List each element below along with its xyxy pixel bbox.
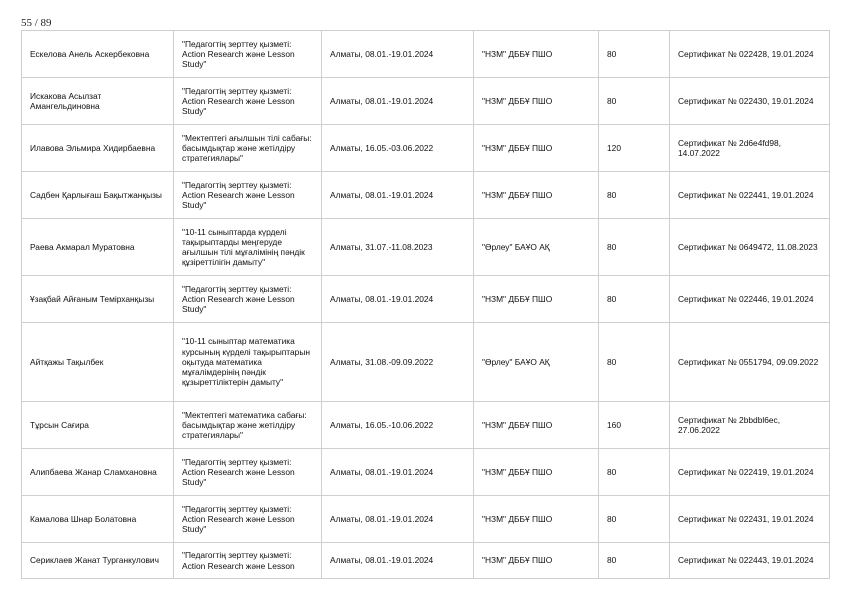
hours: 80: [599, 219, 670, 276]
organization: "НЗМ" ДББҰ ПШО: [474, 449, 599, 496]
teacher-name: Садбен Қарлығаш Бақытжанқызы: [22, 172, 174, 219]
place-dates: Алматы, 08.01.-19.01.2024: [322, 276, 474, 323]
certificate: Сертификат № 0649472, 11.08.2023: [670, 219, 830, 276]
hours: 80: [599, 78, 670, 125]
course-title: "Педагогтің зерттеу қызметі: Action Research және Lesson Study": [174, 78, 322, 125]
organization: "НЗМ" ДББҰ ПШО: [474, 125, 599, 172]
place-dates: Алматы, 08.01.-19.01.2024: [322, 543, 474, 579]
course-title: "Педагогтің зерттеу қызметі: Action Research және Lesson Study": [174, 496, 322, 543]
certificate: Сертификат № 022441, 19.01.2024: [670, 172, 830, 219]
table-row: [22, 496, 830, 543]
teacher-name: Илавова Эльмира Хидирбаевна: [22, 125, 174, 172]
certificate: Сертификат № 022443, 19.01.2024: [670, 543, 830, 579]
teacher-name: Тұрсын Сағира: [22, 402, 174, 449]
teacher-name: Айтқажы Тақылбек: [22, 323, 174, 402]
certificate: Сертификат № 022419, 19.01.2024: [670, 449, 830, 496]
certificate: Сертификат № 2bbdbl6ec, 27.06.2022: [670, 402, 830, 449]
table-row: [22, 543, 830, 579]
place-dates: Алматы, 08.01.-19.01.2024: [322, 449, 474, 496]
course-title: "10-11 сыныптарда күрделі тақырыптарды меңгеруде ағылшын тілі мұғалімінің пәндік құзіреттілігін дамыту": [174, 219, 322, 276]
course-title: "Педагогтің зерттеу қызметі: Action Research және Lesson Study": [174, 172, 322, 219]
hours: 120: [599, 125, 670, 172]
organization: "НЗМ" ДББҰ ПШО: [474, 402, 599, 449]
teacher-name: Ұзақбай Айғаным Темірханқызы: [22, 276, 174, 323]
place-dates: Алматы, 16.05.-03.06.2022: [322, 125, 474, 172]
table-row: [22, 78, 830, 125]
place-dates: Алматы, 08.01.-19.01.2024: [322, 31, 474, 78]
hours: 80: [599, 323, 670, 402]
table-row: [22, 31, 830, 78]
certificate: Сертификат № 022431, 19.01.2024: [670, 496, 830, 543]
certificate: Сертификат № 022428, 19.01.2024: [670, 31, 830, 78]
place-dates: Алматы, 31.08.-09.09.2022: [322, 323, 474, 402]
teacher-name: Искакова Асылзат Амангельдиновна: [22, 78, 174, 125]
table-row: [22, 172, 830, 219]
place-dates: Алматы, 08.01.-19.01.2024: [322, 172, 474, 219]
course-title: "10-11 сыныптар математика курсының күрделі тақырыптарын оқытуда математика мұғалімдерінің пәндік құзыреттіліктерін дамыту": [174, 323, 322, 402]
organization: "НЗМ" ДББҰ ПШО: [474, 276, 599, 323]
course-title: "Мектептегі ағылшын тілі сабағы: басымдықтар және жетілдіру стратегиялары": [174, 125, 322, 172]
organization: "Өрлеу" БАҰО АҚ: [474, 219, 599, 276]
certificate: Сертификат № 022430, 19.01.2024: [670, 78, 830, 125]
certificate: Сертификат № 022446, 19.01.2024: [670, 276, 830, 323]
certificate: Сертификат № 0551794, 09.09.2022: [670, 323, 830, 402]
course-title: "Педагогтің зерттеу қызметі: Action Research және Lesson Study": [174, 449, 322, 496]
place-dates: Алматы, 08.01.-19.01.2024: [322, 78, 474, 125]
place-dates: Алматы, 31.07.-11.08.2023: [322, 219, 474, 276]
table-row: [22, 276, 830, 323]
hours: 80: [599, 172, 670, 219]
teacher-name: Алипбаева Жанар Сламхановна: [22, 449, 174, 496]
course-title: "Педагогтің зерттеу қызметі: Action Research және Lesson Study": [174, 31, 322, 78]
course-title: "Мектептегі математика сабағы: басымдықтар және жетілдіру стратегиялары": [174, 402, 322, 449]
hours: 80: [599, 496, 670, 543]
hours: 80: [599, 31, 670, 78]
teacher-name: Раева Акмарал Муратовна: [22, 219, 174, 276]
teacher-name: Ескелова Анель Аскербековна: [22, 31, 174, 78]
place-dates: Алматы, 08.01.-19.01.2024: [322, 496, 474, 543]
place-dates: Алматы, 16.05.-10.06.2022: [322, 402, 474, 449]
organization: "НЗМ" ДББҰ ПШО: [474, 78, 599, 125]
table-row: [22, 402, 830, 449]
organization: "НЗМ" ДББҰ ПШО: [474, 172, 599, 219]
table-row: [22, 323, 830, 402]
course-title: "Педагогтің зерттеу қызметі: Action Research және Lesson: [174, 543, 322, 579]
organization: "Өрлеу" БАҰО АҚ: [474, 323, 599, 402]
certificate: Сертификат № 2d6e4fd98, 14.07.2022: [670, 125, 830, 172]
table-row: [22, 219, 830, 276]
hours: 80: [599, 276, 670, 323]
teacher-name: Камалова Шнар Болатовна: [22, 496, 174, 543]
organization: "НЗМ" ДББҰ ПШО: [474, 543, 599, 579]
training-table: [21, 30, 830, 579]
course-title: "Педагогтің зерттеу қызметі: Action Research және Lesson Study": [174, 276, 322, 323]
organization: "НЗМ" ДББҰ ПШО: [474, 496, 599, 543]
page-number: 55 / 89: [21, 17, 52, 29]
organization: "НЗМ" ДББҰ ПШО: [474, 31, 599, 78]
table-row: [22, 125, 830, 172]
table-row: [22, 449, 830, 496]
teacher-name: Сериклаев Жанат Турганкулович: [22, 543, 174, 579]
hours: 80: [599, 449, 670, 496]
hours: 160: [599, 402, 670, 449]
hours: 80: [599, 543, 670, 579]
